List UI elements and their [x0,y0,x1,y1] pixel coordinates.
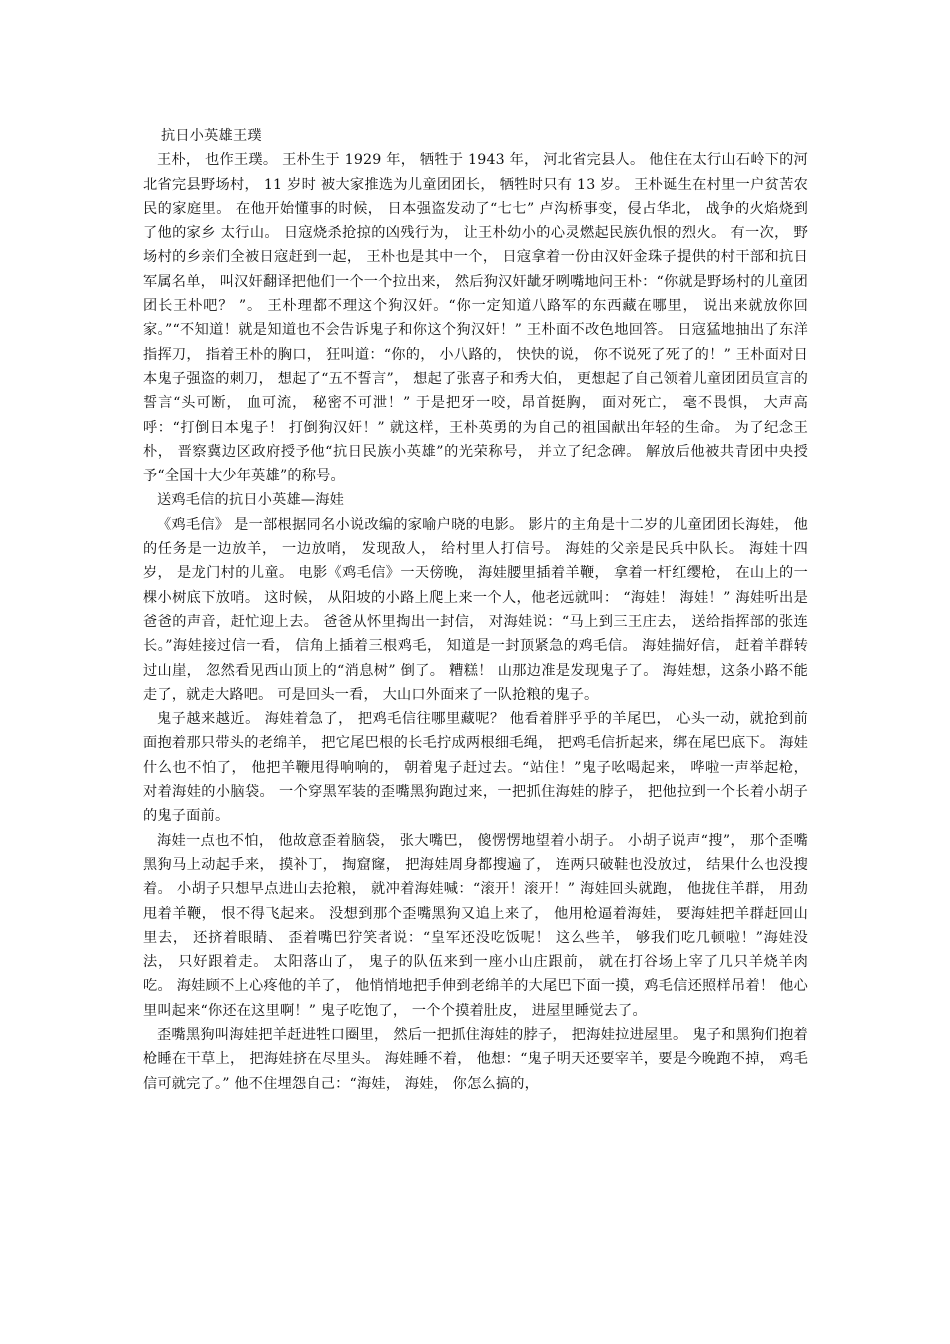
section-title-wang-pu: 抗日小英雄王璞 [161,128,262,144]
paragraph-hai-wa-1: 《鸡毛信》 是一部根据同名小说改编的家喻户晓的电影。 影片的主角是十二岁的儿童团团长海娃， 他的任务是一边放羊， 一边放哨， 发现敌人， 给村里人打信号。 海娃的父亲是民兵中队长。 海娃十四岁， 是龙门村的儿童。 电影《鸡毛信》一天傍晚， 海娃腰里插着羊鞭， 拿着一杆红缨枪， 在山上的一棵小树底下放哨。 这时候， 从阳坡的小路上爬上来一个人，他老远就叫： “海娃！ 海娃！” 海娃听出是爸爸的声音，赶忙迎上去。 爸爸从怀里掏出一封信， 对海娃说：“马上到三王庄去， 送给指挥部的张连长。”海娃接过信一看， 信角上插着三根鸡毛， 知道是一封顶紧急的鸡毛信。 海娃揣好信， 赶着羊群转过山崖， 忽然看见西山顶上的“消息树” 倒了。 糟糕！ 山那边准是发现鬼子了。 海娃想，这条小路不能走了，就走大路吧。 可是回头一看， 大山口外面来了一队抢粮的鬼子。 [143,516,808,703]
document-body [143,124,808,1096]
paragraph-hai-wa-2: 鬼子越来越近。 海娃着急了， 把鸡毛信往哪里藏呢？ 他看着胖乎乎的羊尾巴， 心头一动，就抢到前面抱着那只带头的老绵羊， 把它尾巴根的长毛拧成两根细毛绳， 把鸡毛信折起来，绑在尾巴底下。 海娃什么也不怕了， 他把羊鞭甩得响响的， 朝着鬼子赶过去。“站住！”鬼子吆喝起来， 哗啦一声举起枪， 对着海娃的小脑袋。 一个穿黑军装的歪嘴黑狗跑过来，一把抓住海娃的脖子， 把他拉到一个长着小胡子的鬼子面前。 [143,711,808,825]
paragraph-wang-pu: 王朴， 也作王璞。 王朴生于 1929 年， 牺牲于 1943 年， 河北省完县人。 他住在太行山石岭下的河北省完县野场村， 11 岁时 被大家推选为儿童团团长， 牺牲时只有 13 岁。 王朴诞生在村里一户贫苦农民的家庭里。 在他开始懂事的时候， 日本强盗发动了“七七” 卢沟桥事变，侵占华北， 战争的火焰烧到了他的家乡 太行山。 日寇烧杀抢掠的凶残行为， 让王朴幼小的心灵燃起民族仇恨的烈火。 有一次， 野场村的乡亲们全被日寇赶到一起， 王朴也是其中一个， 日寇拿着一份由汉奸金珠子提供的村干部和抗日军属名单， 叫汉奸翻译把他们一个一个拉出来， 然后狗汉奸龇牙咧嘴地问王朴：“你就是野场村的儿童团团长王朴吧？ ”。 王朴理都不理这个狗汉奸。“你一定知道八路军的东西藏在哪里， 说出来就放你回家。”“不知道！就是知道也不会告诉鬼子和你这个狗汉奸！” 王朴面不改色地回答。 日寇猛地抽出了东洋指挥刀， 指着王朴的胸口， 狂叫道：“你的， 小八路的， 快快的说， 你不说死了死了的！” 王朴面对日本鬼子强盗的刺刀， 想起了“五不誓言”， 想起了张喜子和秀大伯， 更想起了自己领着儿童团团员宣言的誓言“头可断， 血可流， 秘密不可泄！” 于是把牙一咬，昂首挺胸， 面对死亡， 毫不畏惧， 大声高呼：“打倒日本鬼子！ 打倒狗汉奸！” 就这样，王朴英勇的为自己的祖国献出年轻的生命。 为了纪念王朴， 晋察冀边区政府授予他“抗日民族小英雄”的光荣称号， 并立了纪念碑。 解放后他被共青团中央授予“全国十大少年英雄”的称号。 [143,152,808,485]
paragraph-hai-wa-4: 歪嘴黑狗叫海娃把羊赶进牲口圈里， 然后一把抓住海娃的脖子， 把海娃拉进屋里。 鬼子和黑狗们抱着枪睡在干草上， 把海娃挤在尽里头。 海娃睡不着， 他想：“鬼子明天还要宰羊，要是今晚跑不掉， 鸡毛信可就完了。” 他不住埋怨自己：“海娃， 海娃， 你怎么搞的， [143,1026,808,1092]
paragraph-hai-wa-3: 海娃一点也不怕， 他故意歪着脑袋， 张大嘴巴， 傻愣愣地望着小胡子。 小胡子说声“搜”， 那个歪嘴黑狗马上动起手来， 摸补丁， 掏窟窿， 把海娃周身都搜遍了， 连两只破鞋也没放过， 结果什么也没搜着。 小胡子只想早点进山去抢粮， 就冲着海娃喊：“滚开！滚开！” 海娃回头就跑， 他拢住羊群， 用劲甩着羊鞭， 恨不得飞起来。 没想到那个歪嘴黑狗又追上来了， 他用枪逼着海娃， 要海娃把羊群赶回山里去， 还挤着眼睛、 歪着嘴巴狞笑者说：“皇军还没吃饭呢！ 这么些羊， 够我们吃几顿啦！”海娃没法， 只好跟着走。 太阳落山了， 鬼子的队伍来到一座小山庄跟前， 就在打谷场上宰了几只羊烧羊肉吃。 海娃顾不上心疼他的羊了， 他悄悄地把手伸到老绵羊的大尾巴下面一摸，鸡毛信还照样吊着！ 他心里叫起来“你还在这里啊！” 鬼子吃饱了， 一个个摸着肚皮， 进屋里睡觉去了。 [143,832,808,1019]
section-title-hai-wa: 送鸡毛信的抗日小英雄—海娃 [157,492,345,509]
